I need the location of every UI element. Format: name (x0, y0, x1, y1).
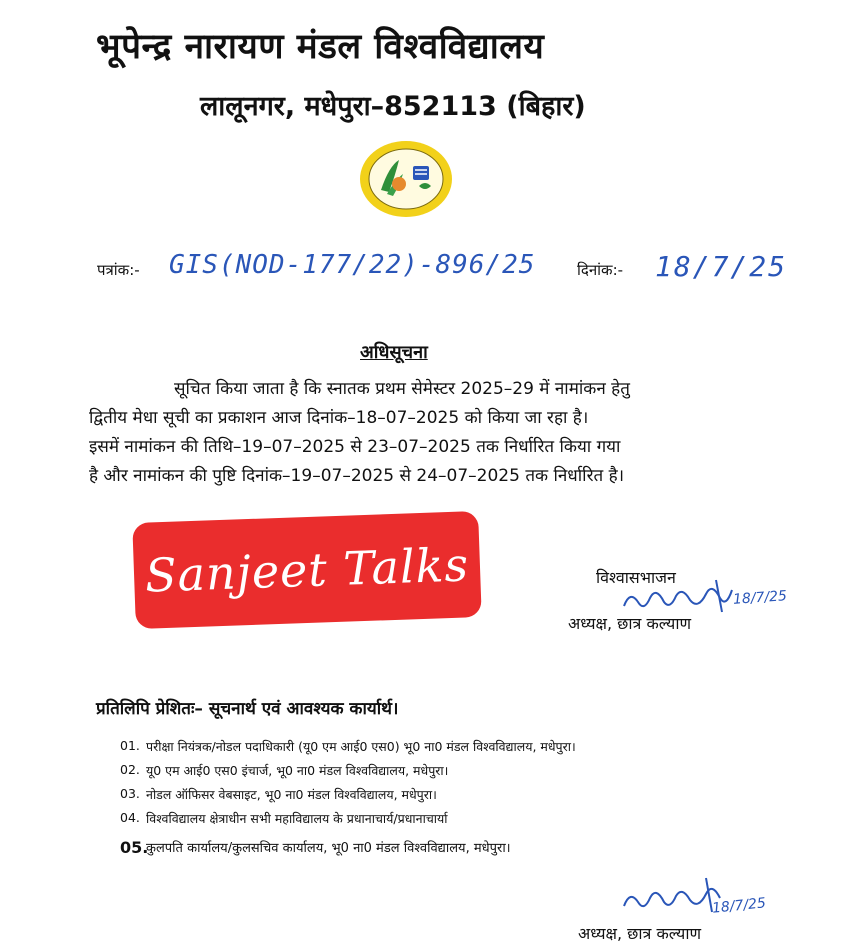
closing-salutation: विश्वासभाजन (596, 568, 676, 587)
list-item (120, 810, 820, 834)
watermark-badge (132, 511, 481, 629)
list-item (120, 762, 820, 786)
notice-line: द्वितीय मेधा सूची का प्रकाशन आज दिनांक–18–07–2025 को किया जा रहा है। (89, 408, 589, 428)
notice-body (89, 375, 779, 491)
copy-to-heading: प्रतिलिपि प्रेशितः– सूचनार्थ एवं आवश्यक कार्यार्थ। (96, 699, 399, 719)
university-name: भूपेन्द्र नारायण मंडल विश्वविद्यालय (96, 27, 545, 67)
date-label: दिनांक:- (577, 261, 624, 279)
list-item-text: विश्वविद्यालय क्षेत्राधीन सभी महाविद्यालय के प्रधानाचार्य/प्रधानाचार्या (146, 811, 448, 826)
watermark-text: Sanjeet Talks (144, 537, 470, 603)
list-item-number: 01. (120, 738, 140, 753)
list-item-text: परीक्षा नियंत्रक/नोडल पदाधिकारी (यू0 एम आई0 एस0) भू0 ना0 मंडल विश्वविद्यालय, मधेपुरा। (146, 739, 576, 754)
notice-line: इसमें नामांकन की तिथि–19–07–2025 से 23–07–2025 तक निर्धारित किया गया (89, 437, 621, 457)
signatory-designation: अध्यक्ष, छात्र कल्याण (578, 924, 702, 943)
signature-date: 18/7/25 (711, 895, 767, 917)
reference-row (97, 250, 817, 296)
list-item (120, 738, 820, 762)
list-item (120, 786, 820, 810)
signature-date: 18/7/25 (732, 588, 788, 608)
list-item-number: 04. (120, 810, 140, 825)
list-item-number: 05. (120, 838, 149, 857)
reference-label: पत्रांक:- (97, 261, 140, 279)
list-item-number: 03. (120, 786, 140, 801)
notice-heading: अधिसूचना (360, 342, 428, 363)
university-address: लालूनगर, मधेपुरा–852113 (बिहार) (200, 91, 586, 122)
issue-date: 18/7/25 (655, 250, 788, 283)
list-item (120, 838, 820, 862)
list-item-text: नोडल ऑफिसर वेबसाइट, भू0 ना0 मंडल विश्वविद्यालय, मधेपुरा। (146, 787, 437, 802)
notice-line: है और नामांकन की पुष्टि दिनांक–19–07–2025 से 24–07–2025 तक निर्धारित है। (89, 466, 625, 486)
copy-to-list (120, 738, 820, 862)
list-item-text: कुलपति कार्यालय/कुलसचिव कार्यालय, भू0 ना0 मंडल विश्वविद्यालय, मधेपुरा। (146, 841, 511, 856)
reference-number: GIS(NOD-177/22)-896/25 (169, 250, 536, 280)
list-item-number: 02. (120, 762, 140, 777)
list-item-text: यू0 एम आई0 एस0 इंचार्ज, भू0 ना0 मंडल विश्वविद्यालय, मधेपुरा। (146, 763, 449, 778)
signatory-designation: अध्यक्ष, छात्र कल्याण (568, 614, 692, 633)
university-seal-icon (359, 140, 453, 218)
notice-line: सूचित किया जाता है कि स्नातक प्रथम सेमेस्टर 2025–29 में नामांकन हेतु (174, 379, 630, 399)
